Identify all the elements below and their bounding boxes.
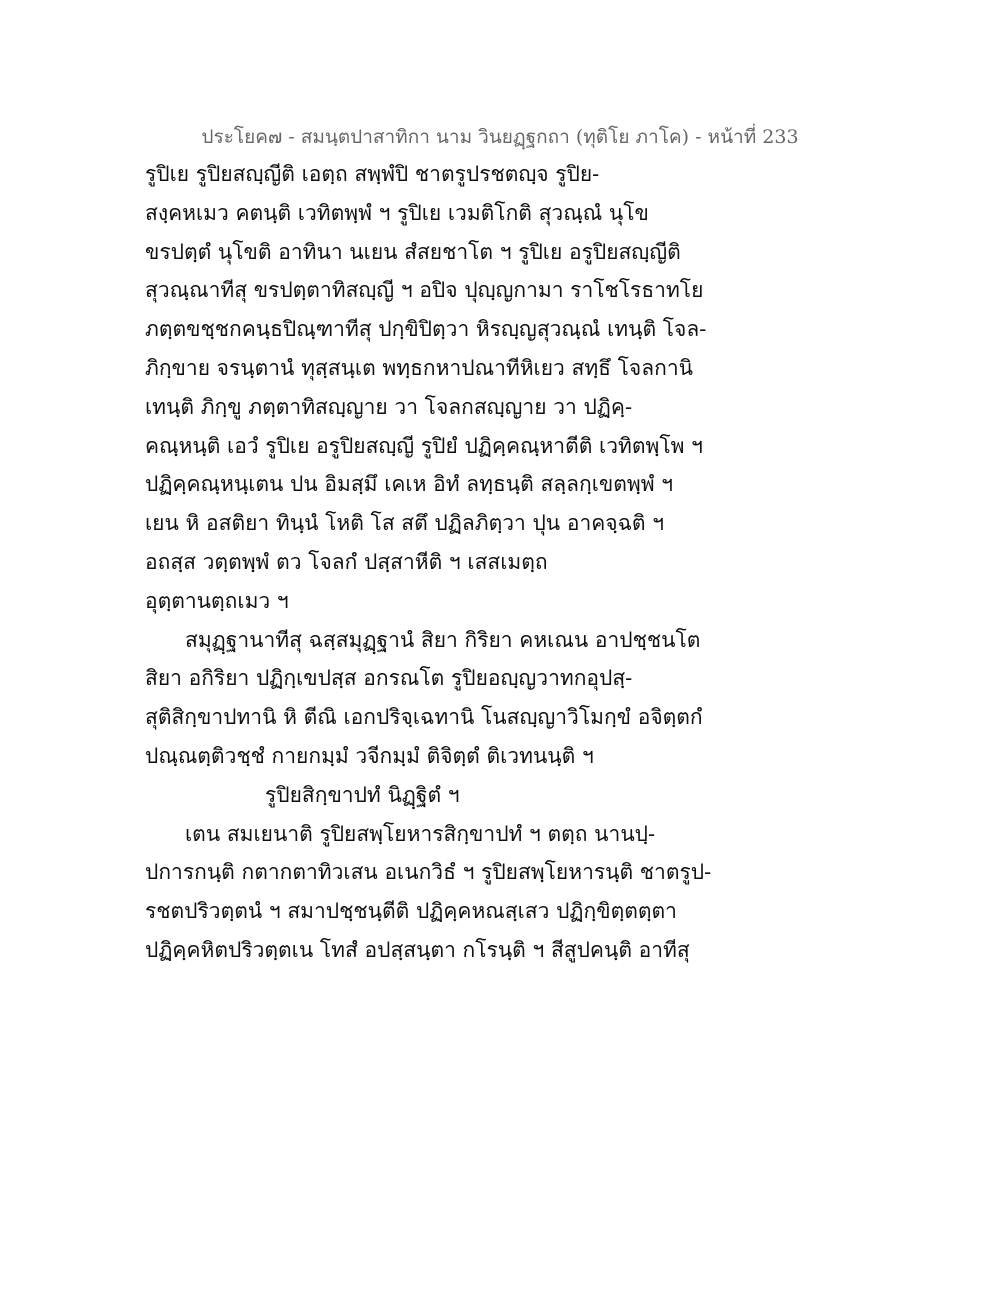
- text-line: อถสฺส วตฺตพฺพํ ตว โจลกํ ปสฺสาหีติ ฯ เสสเมตฺถ: [145, 549, 548, 574]
- text-line: เทนฺติ ภิกฺขู ภตฺตาทิสญฺญาย วา โจลกสญฺญาย วา ปฏิคฺ-: [145, 394, 633, 419]
- text-line: ภตฺตขชฺชกคนฺธปิณฺฑาทีสุ ปกฺขิปิตฺวา หิรญฺญสุวณฺณํ เทนฺติ โจล-: [145, 317, 707, 342]
- text-line: ปฏิคฺคณฺหนฺเตน ปน อิมสฺมึ เคเห อิทํ ลทฺธนฺติ สลฺลกฺเขตพฺพํ ฯ: [145, 472, 674, 497]
- text-line: ปณฺณตฺติวชฺชํ กายกมฺมํ วจีกมฺมํ ติจิตฺตํ ติเวทนนฺติ ฯ: [145, 743, 594, 768]
- text-line: ปการกนฺติ กตากตาทิวเสน อเนกวิธํ ฯ รูปิยสพฺโยหารนฺติ ชาตรูป-: [145, 860, 712, 885]
- main-text: [145, 155, 712, 970]
- text-line: ปฏิคฺคหิตปริวตฺตเน โทสํ อปสฺสนฺตา กโรนฺติ ฯ สีสูปคนฺติ อาทีสุ: [145, 937, 690, 962]
- text-line: ภิกฺขาย จรนฺตานํ ทุสฺสนฺเต พทฺธกหาปณาทีหิเยว สทฺธึ โจลกานิ: [145, 355, 693, 380]
- text-line: สุวณฺณาทีสุ ขรปตฺตาทิสญฺญี ฯ อปิจ ปุญฺญกามา ราโชโรธาทโย: [145, 278, 704, 303]
- paragraph-first-line: เตน สมเยนาติ รูปิยสพฺโยหารสิกฺขาปทํ ฯ ตตฺถ นานปฺ-: [185, 821, 656, 846]
- page-header: ประโยค๗ - สมนฺตปาสาทิกา นาม วินยฏฺฐกถา (ทุติโย ภาโค) - หน้าที่ 233: [201, 126, 799, 148]
- text-line: สงฺคหเมว คตนฺติ เวทิตพฺพํ ฯ รูปิเย เวมติโกติ สุวณฺณํ นุโข: [145, 200, 649, 225]
- text-line: ขรปตฺตํ นุโขติ อาทินา นเยน สํสยชาโต ฯ รูปิเย อรูปิยสญฺญีติ: [145, 239, 681, 264]
- text-line: รชตปริวตฺตนํ ฯ สมาปชฺชนฺตีติ ปฏิคฺคหณสฺเสว ปฏิกฺขิตฺตตฺตา: [145, 899, 677, 924]
- text-line: คณฺหนฺติ เอวํ รูปิเย อรูปิยสญฺญี รูปิยํ ปฏิคฺคณฺหาตีติ เวทิตพฺโพ ฯ: [145, 433, 703, 458]
- text-line: รูปิเย รูปิยสญฺญีติ เอตฺถ สพฺพํปิ ชาตรูปรชตญฺจ รูปิย-: [145, 162, 600, 186]
- text-line: สุติสิกฺขาปทานิ หิ ตีณิ เอกปริจฺเฉทานิ โนสญฺญาวิโมกฺขํ อจิตฺตกํ: [145, 705, 703, 730]
- section-title: รูปิยสิกฺขาปทํ นิฏฺฐิตํ ฯ: [265, 782, 460, 807]
- text-line: เยน หิ อสติยา ทินฺนํ โหติ โส สตึ ปฏิลภิตฺวา ปุน อาคจฺฉติ ฯ: [145, 511, 665, 536]
- text-line: อุตฺตานตฺถเมว ฯ: [145, 588, 289, 613]
- paragraph-first-line: สมุฏฺฐานาทีสุ ฉสฺสมุฏฺฐานํ สิยา กิริยา คหเณน อาปชฺชนโต: [185, 627, 701, 652]
- text-line: สิยา อกิริยา ปฏิกฺเขปสฺส อกรณโต รูปิยอญฺญวาทกอุปสฺ-: [145, 666, 633, 691]
